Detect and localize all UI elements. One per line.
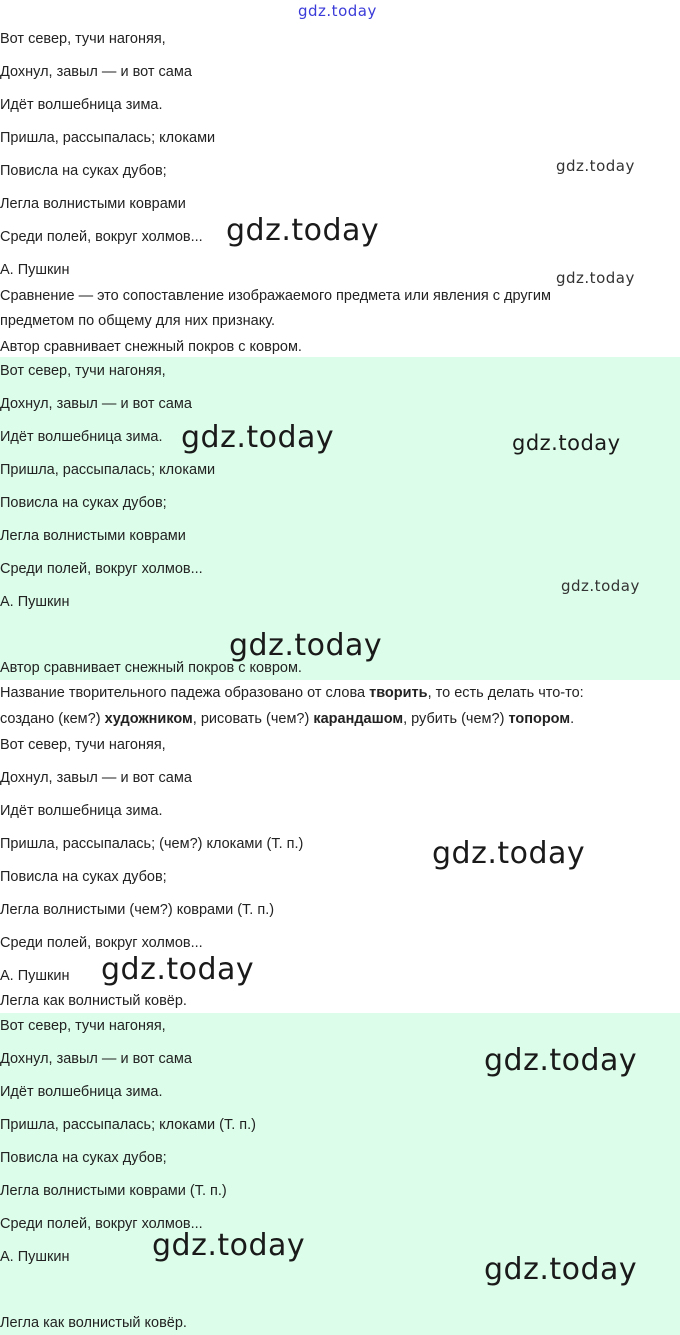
lay-like-carpet: Легла как волнистый ковёр.	[0, 1315, 187, 1331]
watermark: gdz.today	[229, 628, 383, 663]
poem-line: Повисла на суках дубов;	[0, 869, 167, 885]
poem-line: Идёт волшебница зима.	[0, 429, 163, 445]
poem-line: Легла волнистыми коврами (Т. п.)	[0, 1183, 227, 1199]
poem-line: Пришла, рассыпалась; клоками	[0, 130, 216, 146]
poem-line: Повисла на суках дубов;	[0, 1150, 167, 1166]
poem-author: А. Пушкин	[0, 968, 70, 984]
watermark: gdz.today	[101, 952, 255, 987]
watermark: gdz.today	[226, 213, 380, 248]
poem-line: Среди полей, вокруг холмов...	[0, 935, 203, 951]
poem-line: Идёт волшебница зима.	[0, 97, 163, 113]
poem-line: Дохнул, завыл — и вот сама	[0, 396, 192, 412]
poem-line: Вот север, тучи нагоняя,	[0, 737, 166, 753]
poem-line: Среди полей, вокруг холмов...	[0, 229, 203, 245]
watermark: gdz.today	[181, 420, 335, 455]
watermark: gdz.today	[484, 1043, 638, 1078]
poem-line: Пришла, рассыпалась; (чем?) клоками (Т. п.)	[0, 836, 304, 852]
author-compares: Автор сравнивает снежный покров с ковром.	[0, 339, 302, 355]
instrumental-examples: создано (кем?) художником, рисовать (чем?) карандашом, рубить (чем?) топором.	[0, 711, 575, 727]
poem-line: Среди полей, вокруг холмов...	[0, 1216, 203, 1232]
watermark: gdz.today	[561, 577, 640, 595]
poem-line: Идёт волшебница зима.	[0, 803, 163, 819]
watermark: gdz.today	[432, 836, 586, 871]
lay-like-carpet: Легла как волнистый ковёр.	[0, 993, 187, 1009]
watermark: gdz.today	[512, 431, 621, 455]
poem-author: А. Пушкин	[0, 262, 70, 278]
poem-line: Пришла, рассыпалась; клоками (Т. п.)	[0, 1117, 257, 1133]
poem-line: Легла волнистыми (чем?) коврами (Т. п.)	[0, 902, 275, 918]
poem-line: Повисла на суках дубов;	[0, 163, 167, 179]
poem-line: Вот север, тучи нагоняя,	[0, 31, 166, 47]
poem-line: Идёт волшебница зима.	[0, 1084, 163, 1100]
watermark: gdz.today	[556, 269, 635, 287]
instrumental-explanation: Название творительного падежа образовано от слова творить, то есть делать что-то:	[0, 685, 584, 701]
poem-line: Легла волнистыми коврами	[0, 196, 186, 212]
watermark: gdz.today	[556, 157, 635, 175]
poem-line: Дохнул, завыл — и вот сама	[0, 64, 192, 80]
watermark: gdz.today	[152, 1228, 306, 1263]
watermark: gdz.today	[298, 2, 377, 20]
poem-line: Дохнул, завыл — и вот сама	[0, 1051, 192, 1067]
poem-line: Среди полей, вокруг холмов...	[0, 561, 203, 577]
comparison-definition: Сравнение — это сопоставление изображаемого предмета или явления с другим	[0, 288, 551, 304]
comparison-definition: предметом по общему для них признаку.	[0, 313, 276, 329]
poem-line: Пришла, рассыпалась; клоками	[0, 462, 216, 478]
poem-author: А. Пушкин	[0, 1249, 70, 1265]
author-compares: Автор сравнивает снежный покров с ковром.	[0, 660, 302, 676]
poem-line: Вот север, тучи нагоняя,	[0, 363, 166, 379]
poem-line: Вот север, тучи нагоняя,	[0, 1018, 166, 1034]
poem-line: Легла волнистыми коврами	[0, 528, 186, 544]
watermark: gdz.today	[484, 1252, 638, 1287]
poem-author: А. Пушкин	[0, 594, 70, 610]
poem-line: Дохнул, завыл — и вот сама	[0, 770, 192, 786]
poem-line: Повисла на суках дубов;	[0, 495, 167, 511]
